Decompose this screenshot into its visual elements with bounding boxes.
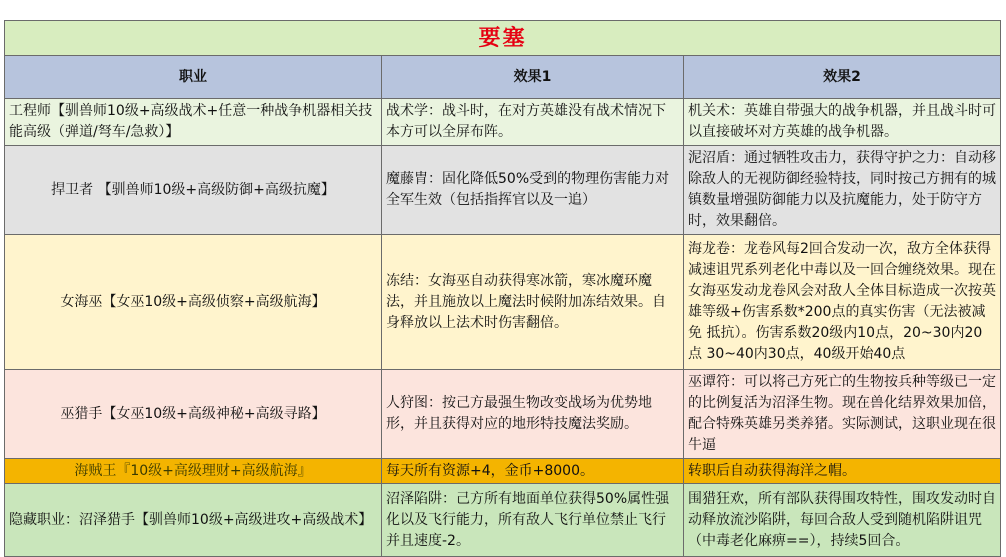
table-row <box>5 370 1001 459</box>
effect1-cell: 战术学：战斗时，在对方英雄没有战术情况下本方可以全屏布阵。 <box>382 99 684 146</box>
table-row <box>5 484 1001 557</box>
header-class: 职业 <box>5 56 382 99</box>
title-row <box>5 21 1001 56</box>
class-cell: 女海巫【女巫10级+高级侦察+高级航海】 <box>5 235 382 370</box>
table-title: 要塞 <box>5 21 1001 56</box>
effect2-cell: 泥沼盾：通过牺牲攻击力，获得守护之力：自动移除敌人的无视防御经验特技，同时按己方拥有的城镇数量增强防御能力以及抗魔能力，处于防守方时，效果翻倍。 <box>684 146 1001 235</box>
effect1-cell: 人狩图：按己方最强生物改变战场为优势地形，并且获得对应的地形特技魔法奖励。 <box>382 370 684 459</box>
class-cell: 工程师【驯兽师10级+高级战术+任意一种战争机器相关技能高级（弹道/弩车/急救）】 <box>5 99 382 146</box>
effect1-cell: 沼泽陷阱：己方所有地面单位获得50%属性强化以及飞行能力，所有敌人飞行单位禁止飞行并且速度-2。 <box>382 484 684 557</box>
table-row <box>5 99 1001 146</box>
class-table <box>4 20 1001 557</box>
effect2-cell: 机关术：英雄自带强大的战争机器，并且战斗时可以直接破坏对方英雄的战争机器。 <box>684 99 1001 146</box>
table-row <box>5 459 1001 484</box>
table-row <box>5 235 1001 370</box>
class-cell: 海贼王『10级+高级理财+高级航海』 <box>5 459 382 484</box>
effect2-cell: 围猎狂欢，所有部队获得围攻特性，围攻发动时自动释放流沙陷阱，每回合敌人受到随机陷阱诅咒（中毒老化麻痹==），持续5回合。 <box>684 484 1001 557</box>
class-cell: 巫猎手【女巫10级+高级神秘+高级寻路】 <box>5 370 382 459</box>
effect1-cell: 魔藤胄：固化降低50%受到的物理伤害能力对全军生效（包括指挥官以及一追） <box>382 146 684 235</box>
header-row <box>5 56 1001 99</box>
effect1-cell: 每天所有资源+4，金币+8000。 <box>382 459 684 484</box>
header-effect1: 效果1 <box>382 56 684 99</box>
class-cell: 隐藏职业：沼泽猎手【驯兽师10级+高级进攻+高级战术】 <box>5 484 382 557</box>
effect2-cell: 转职后自动获得海洋之帽。 <box>684 459 1001 484</box>
effect2-cell: 巫谭符：可以将己方死亡的生物按兵种等级已一定的比例复活为沼泽生物。现在兽化结界效果加倍，配合特殊英雄另类养猪。实际测试，这职业现在很牛逼 <box>684 370 1001 459</box>
class-cell: 捍卫者 【驯兽师10级+高级防御+高级抗魔】 <box>5 146 382 235</box>
effect1-cell: 冻结：女海巫自动获得寒冰箭，寒冰魔环魔法，并且施放以上魔法时候附加冻结效果。自身释放以上法术时伤害翻倍。 <box>382 235 684 370</box>
header-effect2: 效果2 <box>684 56 1001 99</box>
fortress-class-table <box>4 20 1006 557</box>
table-row <box>5 146 1001 235</box>
effect2-cell: 海龙卷：龙卷风每2回合发动一次，敌方全体获得减速诅咒系列老化中毒以及一回合缠绕效果。现在女海巫发动龙卷风会对敌人全体目标造成一次按英雄等级+伤害系数*200点的真实伤害（无法被减免 抵抗）。伤害系数20级内10点，20~30内20点 30~40内30点，40级开始40点 <box>684 235 1001 370</box>
